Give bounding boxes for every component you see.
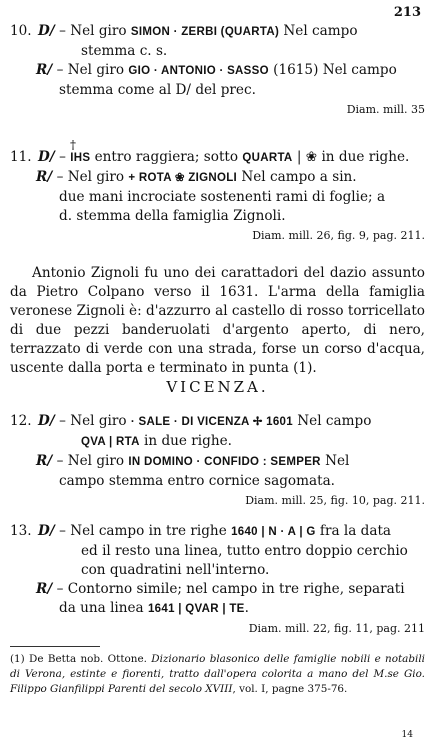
obverse-line-3: con quadratini nell'interno. xyxy=(81,562,270,578)
reverse-label: R/ xyxy=(36,581,53,597)
legend: + ROTA ❀ ZIGNOLI xyxy=(128,172,238,184)
obverse-label: D/ xyxy=(38,23,55,39)
text: Nel campo xyxy=(292,413,372,429)
legend: · SALE · DI VICENZA ✢ 1601 xyxy=(130,416,293,428)
page-number: 213 xyxy=(393,5,421,20)
legend: IN DOMINO · CONFIDO : SEMPER xyxy=(128,456,321,468)
obverse-label: D/ xyxy=(38,413,55,429)
text: Nel campo a sin. xyxy=(237,169,357,185)
entry-number: 13. xyxy=(10,523,32,539)
reverse-label: R/ xyxy=(36,62,53,78)
text: – xyxy=(59,149,71,165)
reverse-line-2: stemma come al D/ del prec. xyxy=(59,82,256,98)
obverse-label: D/ xyxy=(38,149,55,165)
section-heading: VICENZA. xyxy=(166,378,269,396)
reverse-line xyxy=(10,61,425,81)
body-paragraph xyxy=(10,264,425,378)
reverse-line-2: campo stemma entro cornice sagomata. xyxy=(59,473,335,489)
text: – Nel giro xyxy=(59,413,131,429)
catalog-entry xyxy=(10,138,425,245)
legend: SIMON · ZERBI (QUARTA) xyxy=(130,26,280,38)
text: – Nel campo in tre righe xyxy=(59,523,232,539)
measurement: Diam. mill. 22, fig. 11, pag. 211 xyxy=(248,622,425,635)
reverse-line xyxy=(10,580,425,599)
obverse-line-2 xyxy=(10,432,425,452)
entry-number: 12. xyxy=(10,413,32,429)
text: – Nel giro xyxy=(56,453,129,469)
obverse-line xyxy=(10,148,425,168)
text: – Nel giro xyxy=(56,169,129,185)
reverse-line-2: due mani incrociate sostenenti rami di foglie; a xyxy=(59,189,386,205)
footnote xyxy=(10,652,425,697)
text: (1615) Nel campo xyxy=(268,62,397,78)
reverse-line xyxy=(10,168,425,188)
text: | ❀ in due righe. xyxy=(292,149,410,165)
reverse-line-2 xyxy=(10,599,425,619)
footnote-ref: , vol. I, pagne 375-76. xyxy=(232,683,348,695)
legend: QVA | RTA xyxy=(81,436,140,448)
text: fra la data xyxy=(315,523,392,539)
obverse-line-2: stemma c. s. xyxy=(81,43,168,59)
catalog-entry xyxy=(10,22,425,119)
measurement: Diam. mill. 26, fig. 9, pag. 211. xyxy=(252,229,425,242)
text: – Nel giro xyxy=(59,23,131,39)
text: Nel campo xyxy=(279,23,358,39)
reverse-label: R/ xyxy=(36,169,53,185)
cross-mark: † xyxy=(70,138,76,152)
text: da una linea xyxy=(59,600,148,616)
measurement: Diam. mill. 35 xyxy=(346,103,425,116)
catalog-entry xyxy=(10,412,425,510)
measurement: Diam. mill. 25, fig. 10, pag. 211. xyxy=(245,494,425,507)
text: – Nel giro xyxy=(56,62,129,78)
footnote-author: (1) De Betta nob. Ottone. xyxy=(10,653,152,665)
legend: QUARTA xyxy=(242,152,293,164)
footnote-title: Dizionario blasonico delle famiglie nobili e notabili di Verona, estinte e fiorenti, tratto dall'opera colorita a mano del M.se Gio. Filippo Gianfilippi Parenti del secolo XVIII xyxy=(10,653,425,695)
paragraph-text: Antonio Zignoli fu uno dei carattadori del dazio assunto da Pietro Colpano verso il 1631. L'arma della famiglia veronese Zignoli è: d'azzurro al castello di rosso torricellato di due pezzi banderuolati d'argento aperto, di nero, terrazzato di verde con una strada, forse un corso d'acqua, uscente dalla porta e terminato in punta (1). xyxy=(10,265,425,376)
legend: IHS xyxy=(70,152,91,164)
text: . xyxy=(244,600,249,616)
legend: 1641 | QVAR | TE xyxy=(147,603,245,615)
reverse-line-3: d. stemma della famiglia Zignoli. xyxy=(59,208,286,224)
obverse-line xyxy=(10,522,425,542)
reverse-label: R/ xyxy=(36,453,53,469)
obverse-line-2: ed il resto una linea, tutto entro doppio cerchio xyxy=(81,543,408,559)
legend: GIO · ANTONIO · SASSO xyxy=(128,65,269,77)
text: Nel xyxy=(320,453,350,469)
text: entro raggiera; sotto xyxy=(90,149,243,165)
text: in due righe. xyxy=(139,433,232,449)
obverse-label: D/ xyxy=(38,523,55,539)
obverse-line xyxy=(10,22,425,42)
entry-number: 11. xyxy=(10,149,32,165)
signature-mark: 14 xyxy=(401,730,413,740)
entry-number: 10. xyxy=(10,23,32,39)
catalog-entry xyxy=(10,522,425,638)
text: – Contorno simile; nel campo in tre righe, separati xyxy=(56,581,405,597)
footnote-rule xyxy=(10,646,100,647)
reverse-line xyxy=(10,452,425,472)
legend: 1640 | N · A | G xyxy=(231,526,316,538)
obverse-line xyxy=(10,412,425,432)
